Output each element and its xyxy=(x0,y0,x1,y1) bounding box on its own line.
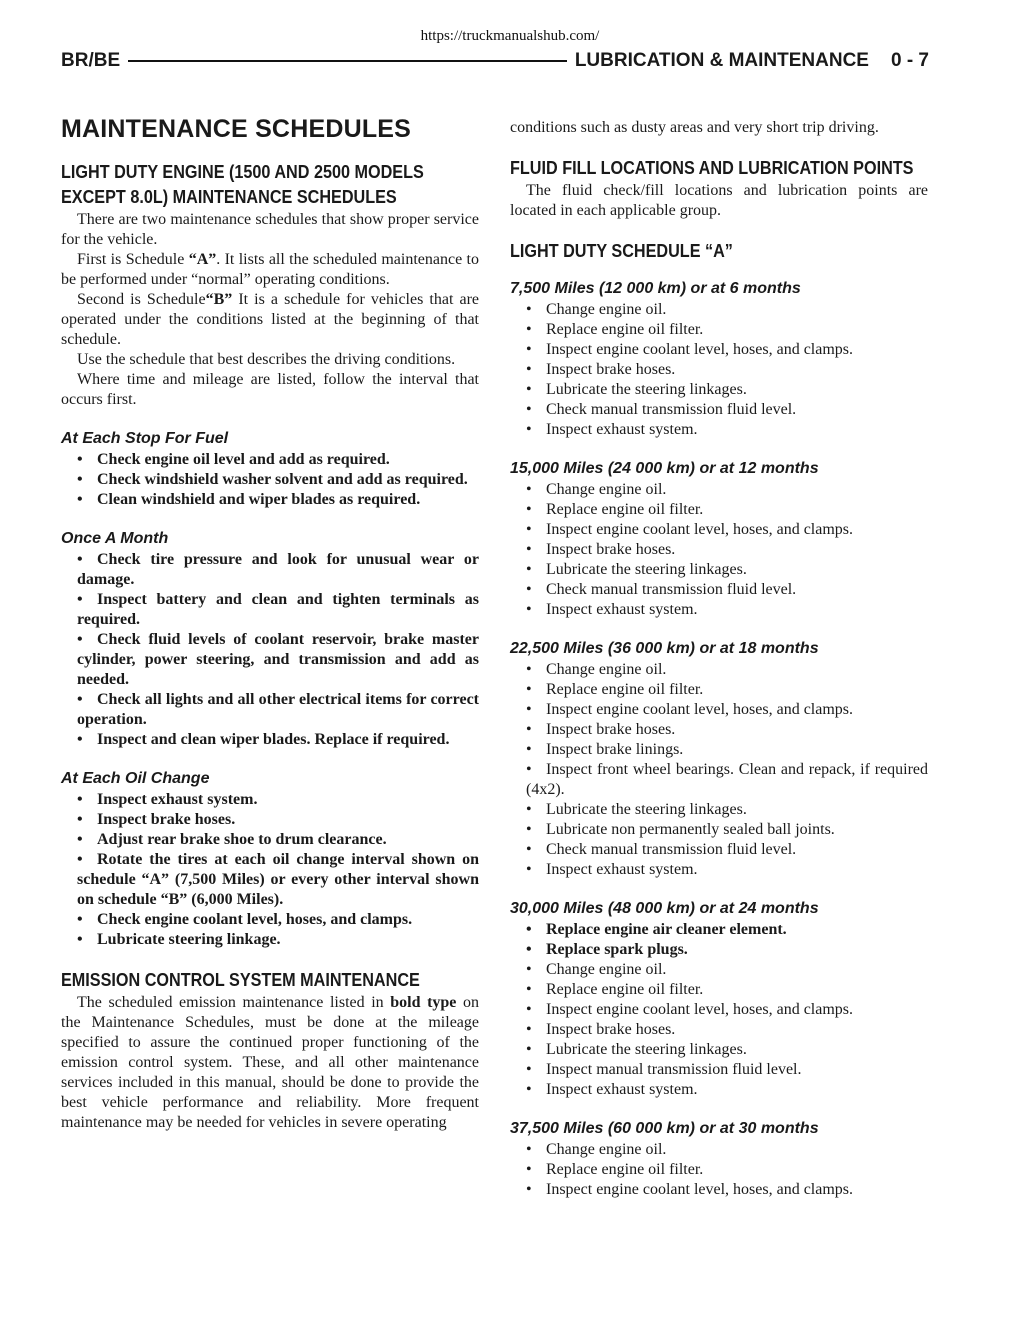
bullet-icon: • xyxy=(526,341,532,358)
bullet-icon: • xyxy=(526,301,532,318)
section-name: LUBRICATION & MAINTENANCE xyxy=(574,50,869,71)
list-item xyxy=(510,840,928,860)
list-item xyxy=(61,730,479,750)
bullet-icon: • xyxy=(526,1041,532,1058)
list-item xyxy=(510,520,928,540)
bullet-icon: • xyxy=(526,581,532,598)
source-url: https://truckmanualshub.com/ xyxy=(420,28,600,44)
bullet-icon: • xyxy=(526,981,532,998)
model-code: BR/BE xyxy=(61,50,121,71)
bullet-icon: • xyxy=(526,661,532,678)
list-item-text: Change engine oil. xyxy=(546,961,667,978)
schedule-label: “B” xyxy=(205,291,233,308)
bullet-icon: • xyxy=(526,801,532,818)
list-item-text: Inspect exhaust system. xyxy=(546,421,698,438)
list-item xyxy=(61,930,479,950)
list-item-text: Inspect engine coolant level, hoses, and clamps. xyxy=(546,701,854,718)
bullet-icon: • xyxy=(526,921,532,938)
bullet-icon: • xyxy=(526,741,532,758)
bullet-icon: • xyxy=(526,561,532,578)
bullet-icon: • xyxy=(77,551,83,568)
schedule-label: “A” xyxy=(188,251,217,268)
list-item-text: Inspect engine coolant level, hoses, and clamps. xyxy=(546,341,854,358)
list-item-text: Replace engine air cleaner element. xyxy=(546,921,787,938)
list-item-text: Inspect engine coolant level, hoses, and clamps. xyxy=(546,1181,854,1198)
spacer xyxy=(510,620,928,638)
list-item xyxy=(510,800,928,820)
bullet-icon: • xyxy=(526,421,532,438)
bullet-icon: • xyxy=(526,361,532,378)
intro-paragraph: There are two maintenance schedules that show proper service for the vehicle. xyxy=(61,211,479,248)
list-item-text: Lubricate the steering linkages. xyxy=(546,1041,747,1058)
list-item xyxy=(510,1000,928,1020)
list-item xyxy=(510,920,928,940)
list-item-text: Inspect and clean wiper blades. Replace if required. xyxy=(97,731,450,748)
bullet-icon: • xyxy=(77,731,83,748)
list-item xyxy=(510,540,928,560)
list-item xyxy=(61,470,479,490)
list-item xyxy=(61,450,479,470)
bullet-icon: • xyxy=(526,521,532,538)
text-run: First is Schedule xyxy=(77,251,189,268)
list-item xyxy=(510,700,928,720)
list-item xyxy=(61,590,479,630)
text-run: . It lists all the scheduled maintenance to be performed under “normal” operating conditions. xyxy=(61,251,479,288)
continuation-paragraph: conditions such as dusty areas and very short trip driving. xyxy=(510,119,879,136)
text-run: It is a schedule for vehicles that are operated under the conditions listed at the beginning of that schedule. xyxy=(61,291,479,348)
bullet-icon: • xyxy=(77,491,83,508)
bullet-icon: • xyxy=(526,1061,532,1078)
bullet-icon: • xyxy=(77,451,83,468)
bullet-icon: • xyxy=(526,861,532,878)
list-item xyxy=(510,660,928,680)
list-item-text: Inspect engine coolant level, hoses, and clamps. xyxy=(546,521,854,538)
list-item-text: Inspect brake hoses. xyxy=(546,1021,676,1038)
bullet-icon: • xyxy=(526,681,532,698)
interval-heading: 7,500 Miles (12 000 km) or at 6 months xyxy=(510,280,801,297)
running-header xyxy=(61,47,929,75)
interval-list xyxy=(510,920,928,1100)
list-item-text: Adjust rear brake shoe to drum clearance. xyxy=(97,831,387,848)
list-item xyxy=(61,630,479,690)
list-item xyxy=(510,960,928,980)
fuel-stop-list xyxy=(61,450,479,510)
interval-list xyxy=(510,480,928,620)
list-item-text: Inspect exhaust system. xyxy=(546,601,698,618)
list-item xyxy=(510,740,928,760)
list-item xyxy=(510,820,928,840)
interval-list xyxy=(510,300,928,440)
list-item-text: Check tire pressure and look for unusual wear or damage. xyxy=(77,551,479,588)
list-item-text: Change engine oil. xyxy=(546,481,667,498)
list-item xyxy=(510,1060,928,1080)
list-item-text: Inspect front wheel bearings. Clean and repack, if required (4x2). xyxy=(526,761,928,798)
list-item xyxy=(510,500,928,520)
bullet-icon: • xyxy=(526,721,532,738)
interval-list xyxy=(510,660,928,880)
list-item-text: Check manual transmission fluid level. xyxy=(546,581,797,598)
list-item xyxy=(61,550,479,590)
list-item-text: Inspect engine coolant level, hoses, and clamps. xyxy=(546,1001,854,1018)
list-item-text: Check engine oil level and add as required. xyxy=(97,451,390,468)
list-item-text: Inspect battery and clean and tighten terminals as required. xyxy=(77,591,479,628)
list-item-text: Inspect brake hoses. xyxy=(546,361,676,378)
list-item xyxy=(510,300,928,320)
interval-heading: 15,000 Miles (24 000 km) or at 12 months xyxy=(510,460,819,477)
header-rule xyxy=(128,60,567,62)
list-item xyxy=(510,560,928,580)
bullet-icon: • xyxy=(77,831,83,848)
list-item xyxy=(61,910,479,930)
list-item-text: Rotate the tires at each oil change interval shown on schedule “A” (7,500 Miles) or every other interval shown on schedule “B” (6,000 Miles). xyxy=(77,851,479,908)
list-item xyxy=(61,810,479,830)
list-item-text: Replace engine oil filter. xyxy=(546,981,704,998)
fluid-fill-paragraph: The fluid check/fill locations and lubrication points are located in each applicable group. xyxy=(510,182,928,219)
list-item-text: Check manual transmission fluid level. xyxy=(546,401,797,418)
spacer xyxy=(510,440,928,458)
list-item xyxy=(510,360,928,380)
bullet-icon: • xyxy=(77,471,83,488)
text-run: Second is Schedule xyxy=(77,291,206,308)
bullet-icon: • xyxy=(526,601,532,618)
list-item-text: Check windshield washer solvent and add as required. xyxy=(97,471,468,488)
light-duty-heading: LIGHT DUTY ENGINE (1500 AND 2500 MODELS EXCEPT 8.0L) MAINTENANCE SCHEDULES xyxy=(61,162,424,207)
list-item-text: Check manual transmission fluid level. xyxy=(546,841,797,858)
list-item-text: Inspect brake linings. xyxy=(546,741,684,758)
list-item xyxy=(61,690,479,730)
bullet-icon: • xyxy=(77,811,83,828)
fuel-stop-heading: At Each Stop For Fuel xyxy=(61,430,229,447)
bullet-icon: • xyxy=(77,851,83,868)
page-number: 0 - 7 xyxy=(890,50,929,71)
list-item xyxy=(510,320,928,340)
list-item xyxy=(61,790,479,810)
monthly-heading: Once A Month xyxy=(61,530,169,547)
list-item-text: Replace engine oil filter. xyxy=(546,681,704,698)
intro-paragraph: Use the schedule that best describes the driving conditions. xyxy=(77,351,456,368)
bullet-icon: • xyxy=(526,541,532,558)
list-item xyxy=(510,600,928,620)
bullet-icon: • xyxy=(526,1161,532,1178)
intro-paragraphs xyxy=(61,210,479,410)
spacer xyxy=(510,1100,928,1118)
oil-change-heading: At Each Oil Change xyxy=(61,770,210,787)
list-item-text: Lubricate the steering linkages. xyxy=(546,381,747,398)
list-item-text: Check fluid levels of coolant reservoir, brake master cylinder, power steering, and transmission and add as needed. xyxy=(77,631,479,688)
list-item xyxy=(510,940,928,960)
interval-heading: 22,500 Miles (36 000 km) or at 18 months xyxy=(510,640,819,657)
list-item-text: Inspect exhaust system. xyxy=(97,791,258,808)
bullet-icon: • xyxy=(77,631,83,648)
bullet-icon: • xyxy=(526,481,532,498)
list-item xyxy=(510,420,928,440)
list-item-text: Change engine oil. xyxy=(546,1141,667,1158)
list-item-text: Replace engine oil filter. xyxy=(546,501,704,518)
bullet-icon: • xyxy=(77,791,83,808)
list-item xyxy=(510,580,928,600)
left-column xyxy=(61,112,479,1133)
bullet-icon: • xyxy=(526,701,532,718)
spacer xyxy=(510,880,928,898)
list-item-text: Lubricate steering linkage. xyxy=(97,931,281,948)
list-item xyxy=(61,490,479,510)
intro-paragraph: Where time and mileage are listed, follow the interval that occurs first. xyxy=(61,371,479,408)
list-item-text: Lubricate the steering linkages. xyxy=(546,801,747,818)
list-item-text: Inspect manual transmission fluid level. xyxy=(546,1061,802,1078)
list-item-text: Check engine coolant level, hoses, and clamps. xyxy=(97,911,413,928)
bullet-icon: • xyxy=(526,501,532,518)
list-item xyxy=(510,860,928,880)
list-item xyxy=(510,340,928,360)
list-item-text: Lubricate non permanently sealed ball joints. xyxy=(546,821,835,838)
emission-heading: EMISSION CONTROL SYSTEM MAINTENANCE xyxy=(61,970,420,990)
list-item-text: Inspect brake hoses. xyxy=(546,721,676,738)
list-item xyxy=(510,680,928,700)
list-item xyxy=(510,980,928,1000)
list-item-text: Inspect exhaust system. xyxy=(546,861,698,878)
list-item xyxy=(510,1140,928,1160)
list-item-text: Check all lights and all other electrical items for correct operation. xyxy=(77,691,479,728)
list-item-text: Change engine oil. xyxy=(546,301,667,318)
list-item xyxy=(510,1040,928,1060)
list-item xyxy=(510,1160,928,1180)
bullet-icon: • xyxy=(77,591,83,608)
list-item xyxy=(61,850,479,910)
bullet-icon: • xyxy=(526,401,532,418)
schedule-intervals xyxy=(510,278,928,1200)
bullet-icon: • xyxy=(526,1181,532,1198)
list-item-text: Change engine oil. xyxy=(546,661,667,678)
list-item xyxy=(510,720,928,740)
bullet-icon: • xyxy=(526,381,532,398)
list-item-text: Clean windshield and wiper blades as required. xyxy=(97,491,421,508)
list-item-text: Lubricate the steering linkages. xyxy=(546,561,747,578)
list-item-text: Inspect brake hoses. xyxy=(97,811,236,828)
bullet-icon: • xyxy=(526,961,532,978)
bullet-icon: • xyxy=(526,321,532,338)
list-item xyxy=(510,480,928,500)
list-item xyxy=(510,380,928,400)
schedule-a-heading: LIGHT DUTY SCHEDULE “A” xyxy=(510,241,733,261)
list-item-text: Replace engine oil filter. xyxy=(546,321,704,338)
bullet-icon: • xyxy=(526,841,532,858)
list-item xyxy=(510,400,928,420)
monthly-list xyxy=(61,550,479,750)
bullet-icon: • xyxy=(526,821,532,838)
oil-change-list xyxy=(61,790,479,950)
right-column xyxy=(510,118,928,1200)
list-item-text: Inspect exhaust system. xyxy=(546,1081,698,1098)
bullet-icon: • xyxy=(77,931,83,948)
bullet-icon: • xyxy=(526,1021,532,1038)
intro-paragraph xyxy=(61,290,479,350)
list-item xyxy=(510,1180,928,1200)
bullet-icon: • xyxy=(526,761,532,778)
bullet-icon: • xyxy=(77,911,83,928)
list-item xyxy=(510,760,928,800)
page-title: MAINTENANCE SCHEDULES xyxy=(61,115,412,143)
bullet-icon: • xyxy=(526,1001,532,1018)
interval-heading: 37,500 Miles (60 000 km) or at 30 months xyxy=(510,1120,819,1137)
bullet-icon: • xyxy=(77,691,83,708)
bullet-icon: • xyxy=(526,941,532,958)
intro-paragraph xyxy=(61,250,479,290)
list-item xyxy=(61,830,479,850)
interval-list xyxy=(510,1140,928,1200)
list-item xyxy=(510,1020,928,1040)
list-item xyxy=(510,1080,928,1100)
emission-paragraph: The scheduled emission maintenance listed in bold type on the Maintenance Schedules, must be done at the mileage specified to assure the continued proper functioning of the emission control system. These, and all other maintenance services included in this manual, should be done to provide the best vehicle performance and reliability. More frequent maintenance may be needed for vehicles in severe operating xyxy=(61,994,479,1131)
bullet-icon: • xyxy=(526,1141,532,1158)
fluid-fill-heading: FLUID FILL LOCATIONS AND LUBRICATION POINTS xyxy=(510,158,914,178)
bullet-icon: • xyxy=(526,1081,532,1098)
list-item-text: Inspect brake hoses. xyxy=(546,541,676,558)
interval-heading: 30,000 Miles (48 000 km) or at 24 months xyxy=(510,900,819,917)
list-item-text: Replace spark plugs. xyxy=(546,941,688,958)
list-item-text: Replace engine oil filter. xyxy=(546,1161,704,1178)
